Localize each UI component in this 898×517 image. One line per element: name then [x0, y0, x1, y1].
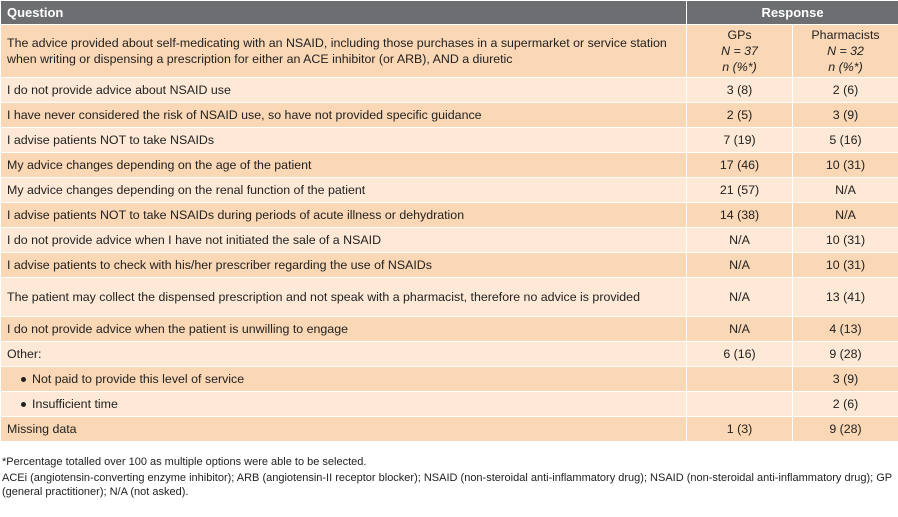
- footnote-percentage: *Percentage totalled over 100 as multiple options were able to be selected.: [2, 456, 367, 468]
- intro-question: The advice provided about self-medicating with an NSAID, including those purchases in a supermarket or service station when writing or dispensing a prescription for either an ACE inhibitor (or ARB), AND a diuretic: [1, 25, 687, 78]
- table-row: [1, 317, 898, 342]
- pharmacist-value: 4 (13): [793, 317, 898, 342]
- table-row: [1, 278, 898, 317]
- footnote-abbreviations: ACEi (angiotensin-converting enzyme inhibitor); ARB (angiotensin-II receptor blocker); NSAID (non-steroidal anti-inflammatory drug); NSAID (non-steroidal anti-inflammatory drug); GP (general practitioner); N/A (not asked).: [2, 472, 892, 498]
- pharmacist-value: 10 (31): [793, 228, 898, 253]
- row-label: I do not provide advice about NSAID use: [1, 78, 687, 103]
- gp-value: 3 (8): [687, 78, 793, 103]
- pharmacist-value: 9 (28): [793, 342, 898, 367]
- gp-value: 7 (19): [687, 128, 793, 153]
- gp-value: [687, 392, 793, 417]
- table-row: [1, 253, 898, 278]
- table-row: [1, 342, 898, 367]
- gp-value: 21 (57): [687, 178, 793, 203]
- gp-value: 17 (46): [687, 153, 793, 178]
- pharmacist-value: 2 (6): [793, 78, 898, 103]
- row-label-cell: [1, 392, 687, 417]
- pharmacist-column-header: [793, 25, 898, 78]
- pharmacist-value: 13 (41): [793, 278, 898, 317]
- gp-value: 2 (5): [687, 103, 793, 128]
- pharmacist-value: 5 (16): [793, 128, 898, 153]
- row-label: I advise patients to check with his/her prescriber regarding the use of NSAIDs: [1, 253, 687, 278]
- table-row: [1, 128, 898, 153]
- gp-n: N = 37: [721, 44, 758, 58]
- pharmacist-value: 9 (28): [793, 417, 898, 442]
- gp-value: 6 (16): [687, 342, 793, 367]
- pharmacist-n: N = 32: [827, 44, 864, 58]
- table-row: [1, 78, 898, 103]
- pharmacist-value: 2 (6): [793, 392, 898, 417]
- footnotes: [0, 455, 898, 499]
- gp-value: 14 (38): [687, 203, 793, 228]
- table-row: [1, 153, 898, 178]
- pharmacist-value: 10 (31): [793, 153, 898, 178]
- pharmacist-value: N/A: [793, 178, 898, 203]
- row-label: Missing data: [1, 417, 687, 442]
- gp-value: N/A: [687, 228, 793, 253]
- table-row: [1, 103, 898, 128]
- row-label: My advice changes depending on the age of the patient: [1, 153, 687, 178]
- row-label: Not paid to provide this level of service: [32, 372, 245, 386]
- table-row: [1, 367, 898, 392]
- table-row: [1, 203, 898, 228]
- gp-column-header: [687, 25, 793, 78]
- table-row: [1, 178, 898, 203]
- bullet-icon: [21, 402, 26, 407]
- gp-label: GPs: [727, 28, 752, 42]
- gp-value: 1 (3): [687, 417, 793, 442]
- row-label: I advise patients NOT to take NSAIDs during periods of acute illness or dehydration: [1, 203, 687, 228]
- row-label-cell: [1, 367, 687, 392]
- gp-unit: n (%*): [722, 60, 757, 74]
- question-header: Question: [1, 1, 687, 25]
- table-row: [1, 392, 898, 417]
- pharmacist-value: N/A: [793, 203, 898, 228]
- gp-value: N/A: [687, 253, 793, 278]
- row-label: My advice changes depending on the renal function of the patient: [1, 178, 687, 203]
- bullet-icon: [21, 377, 26, 382]
- intro-row: [1, 25, 898, 78]
- gp-value: [687, 367, 793, 392]
- table-row: [1, 417, 898, 442]
- row-label: I do not provide advice when the patient is unwilling to engage: [1, 317, 687, 342]
- row-label: Other:: [1, 342, 687, 367]
- gp-value: N/A: [687, 278, 793, 317]
- row-label: I do not provide advice when I have not initiated the sale of a NSAID: [1, 228, 687, 253]
- table-row: [1, 228, 898, 253]
- row-label: Insufficient time: [32, 397, 118, 411]
- row-label: I have never considered the risk of NSAID use, so have not provided specific guidance: [1, 103, 687, 128]
- gp-value: N/A: [687, 317, 793, 342]
- header-row: [1, 1, 898, 25]
- pharmacist-label: Pharmacists: [811, 28, 880, 42]
- response-header: Response: [687, 1, 898, 25]
- pharmacist-unit: n (%*): [828, 60, 863, 74]
- pharmacist-value: 3 (9): [793, 103, 898, 128]
- row-label: I advise patients NOT to take NSAIDs: [1, 128, 687, 153]
- row-label: The patient may collect the dispensed prescription and not speak with a pharmacist, therefore no advice is provided: [1, 278, 687, 317]
- pharmacist-value: 10 (31): [793, 253, 898, 278]
- pharmacist-value: 3 (9): [793, 367, 898, 392]
